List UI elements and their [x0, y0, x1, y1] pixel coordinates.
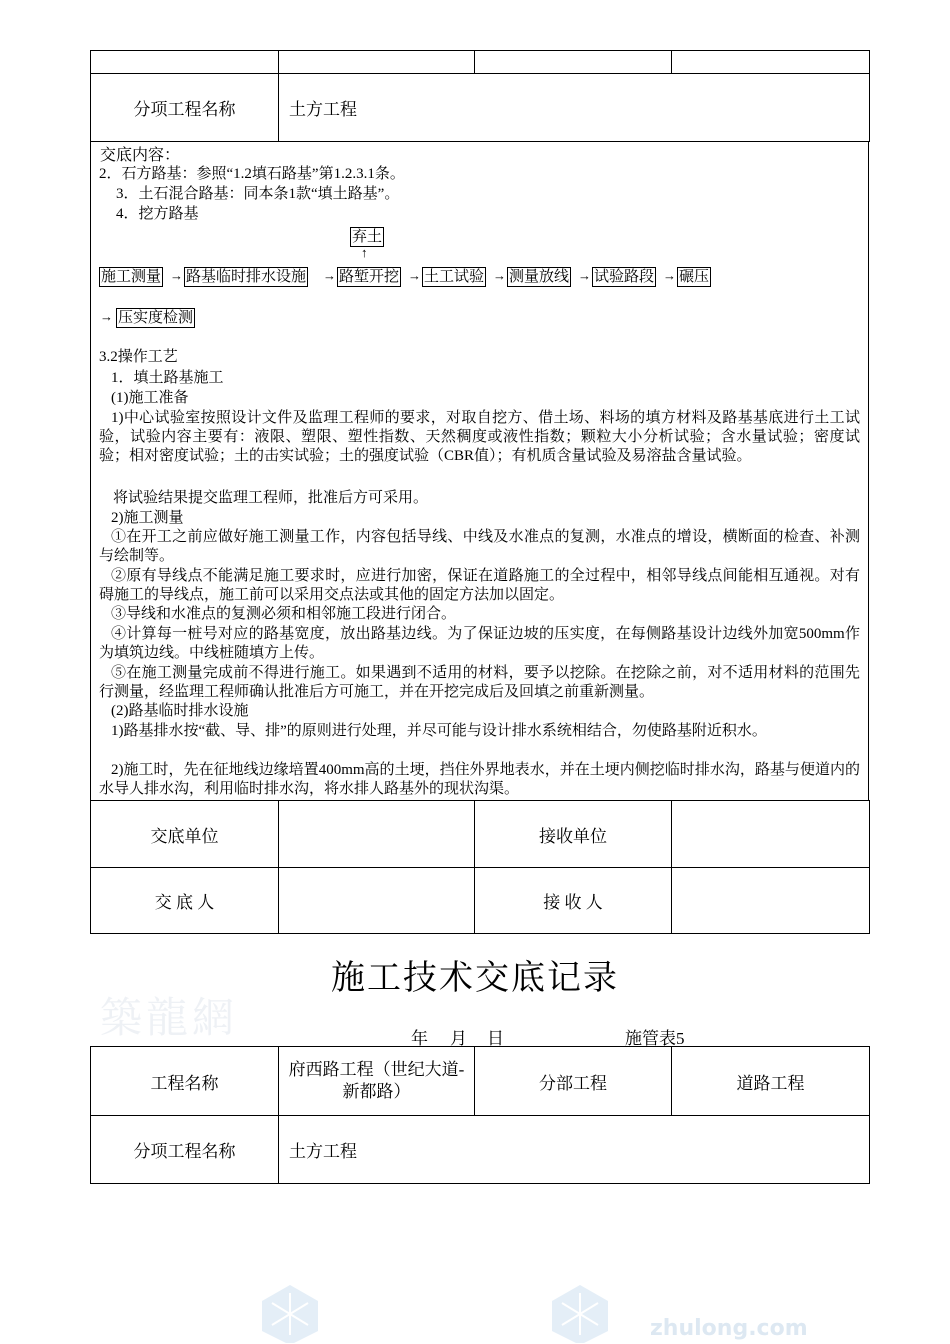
division-label: 分部工程 [475, 1047, 672, 1116]
empty-cell [475, 51, 672, 74]
right-arrow-icon: → [408, 268, 421, 283]
issuer-person-label: 交 底 人 [91, 868, 279, 934]
date-year-label: 年 [411, 1029, 428, 1048]
flow-step-box: 测量放线 [509, 269, 570, 285]
signature-table [90, 800, 870, 934]
right-arrow-icon: → [323, 268, 336, 283]
watermark-site: zhulong.com [650, 1316, 808, 1341]
flow-step-box: 路堑开挖 [339, 269, 400, 285]
flow-step-box: 试验路段 [594, 269, 655, 285]
content-line-3: 4．挖方路基 [116, 206, 199, 222]
subproject-label: 分项工程名称 [91, 1116, 279, 1184]
subproject-value: 土方工程 [279, 1116, 870, 1184]
top-info-table [90, 50, 870, 142]
issuer-unit-label: 交底单位 [91, 801, 279, 868]
issuer-person-value [279, 868, 475, 934]
right-arrow-icon: → [663, 268, 676, 283]
content-line-2: 3．土石混合路基：同本条1款“填土路基”。 [116, 186, 400, 202]
project-name-label: 工程名称 [91, 1047, 279, 1116]
receiver-person-label: 接 收 人 [475, 868, 672, 934]
flow-waste-box: 弃土 [352, 229, 383, 245]
right-arrow-icon: → [170, 268, 183, 283]
receiver-person-value [672, 868, 870, 934]
watermark-logo: 築龍網 [100, 993, 239, 1042]
paragraph: ④计算每一桩号对应的路基宽度，放出路基边线。为了保证边坡的压实度，在每侧路基设计边线外加宽500mm作为填筑边线。中线桩随填方上传。 [99, 626, 860, 661]
flow-step-box: 碾压 [679, 269, 710, 285]
section-heading: 3.2操作工艺 [99, 349, 178, 365]
flow-step-box: 施工测量 [101, 269, 162, 285]
disclosure-content [90, 141, 869, 800]
project-info-table [90, 1046, 870, 1184]
subproject-value: 土方工程 [279, 74, 870, 142]
project-name-value: 府西路工程（世纪大道-新都路） [279, 1047, 475, 1116]
form-number: 施管表5 [625, 1029, 685, 1048]
content-heading: 交底内容： [100, 147, 181, 164]
receiver-unit-label: 接收单位 [475, 801, 672, 868]
document-title: 施工技术交底记录 [331, 958, 619, 998]
empty-cell [279, 51, 475, 74]
content-line-1: 2．石方路基：参照“1.2填石路基”第1.2.3.1条。 [99, 166, 405, 182]
paragraph: 将试验结果提交监理工程师，批准后方可采用。 [113, 490, 429, 506]
paragraph: ③导线和水准点的复测必须和相邻施工段进行闭合。 [111, 606, 457, 622]
empty-cell [672, 51, 870, 74]
paragraph: ②原有导线点不能满足施工要求时，应进行加密，保证在道路施工的全过程中，相邻导线点间能相互通视。对有碍施工的导线点，施工前可以采用交点法或其他的固定方法加以固定。 [99, 568, 860, 603]
right-arrow-icon: → [578, 268, 591, 283]
snowflake-watermark-icon [255, 1283, 325, 1343]
paragraph: 2)施工时，先在征地线边缘培置400mm高的土埂，挡住外界地表水，并在土埂内侧挖临时排水沟，路基与便道内的水导人排水沟，利用临时排水沟，将水排人路基外的现状沟渠。 [99, 762, 860, 797]
subproject-label: 分项工程名称 [91, 74, 279, 142]
date-month-label: 月 [450, 1029, 467, 1048]
empty-cell [91, 51, 279, 74]
sub-heading: (1)施工准备 [111, 390, 189, 406]
paragraph: 1)中心试验室按照设计文件及监理工程师的要求，对取自挖方、借土场、料场的填方材料及路基基底进行土工试验，试验内容主要有：液限、塑限、塑性指数、天然稠度或液性指数；颗粒大小分析试验；含水量试验；密度试验；相对密度试验；土的击实试验；土的强度试验（CBR值）；有机质含量试验及易溶盐含量试验。 [99, 410, 860, 464]
paragraph: ⑤在施工测量完成前不得进行施工。如果遇到不适用的材料，要予以挖除。在挖除之前，对不适用材料的范围先行测量，经监理工程师确认批准后方可施工，并在开挖完成后及回填之前重新测量。 [99, 665, 860, 700]
paragraph: 1)路基排水按“截、导、排”的原则进行处理，并尽可能与设计排水系统相结合，勿使路基附近积水。 [111, 723, 767, 739]
flow-step-box: 土工试验 [424, 269, 485, 285]
division-value: 道路工程 [672, 1047, 870, 1116]
snowflake-watermark-icon [545, 1283, 615, 1343]
right-arrow-icon: → [493, 268, 506, 283]
sub-heading: (2)路基临时排水设施 [111, 703, 249, 719]
right-arrow-icon: → [100, 309, 113, 324]
date-day-label: 日 [487, 1029, 504, 1048]
flow-last-box: 压实度检测 [118, 310, 194, 326]
issuer-unit-value [279, 801, 475, 868]
sub-heading: 1．填土路基施工 [111, 370, 224, 386]
up-arrow-icon: ↑ [361, 245, 368, 260]
paragraph: ①在开工之前应做好施工测量工作，内容包括导线、中线及水准点的复测，水准点的增设，横断面的检查、补测与绘制等。 [99, 529, 860, 564]
receiver-unit-value [672, 801, 870, 868]
sub-heading: 2)施工测量 [111, 510, 184, 526]
flow-step-box: 路基临时排水设施 [186, 269, 307, 285]
